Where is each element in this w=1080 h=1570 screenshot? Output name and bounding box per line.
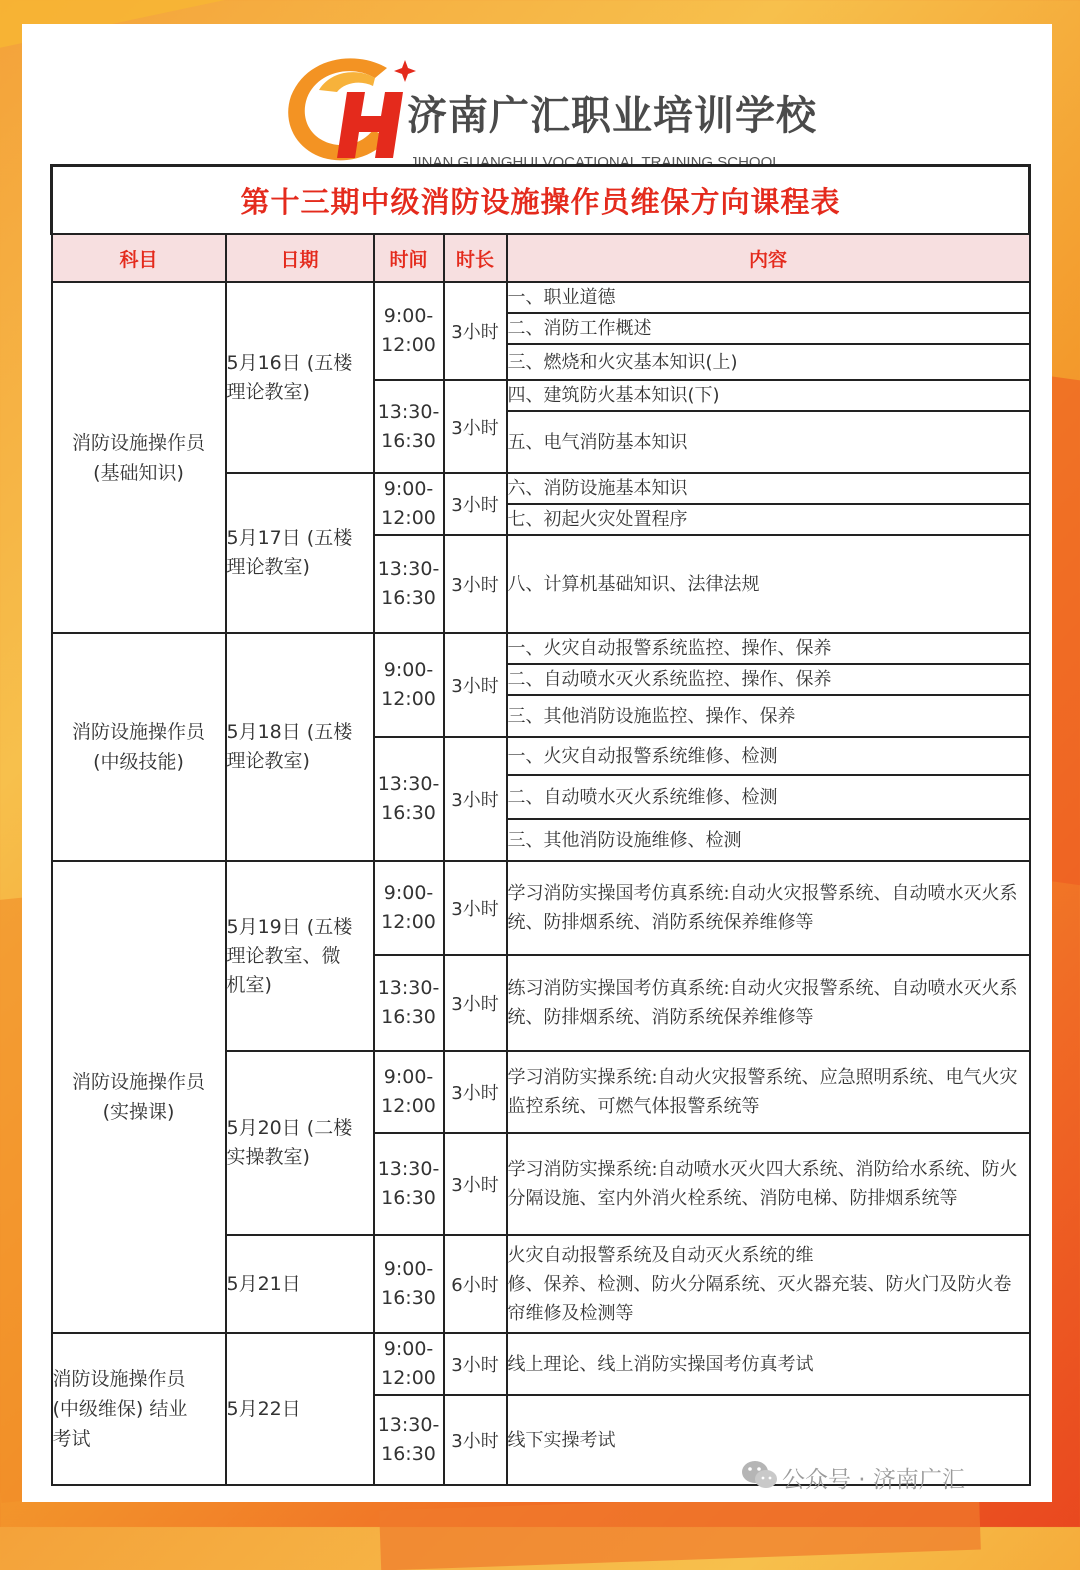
time-cell: 13:30- 16:30 [374, 1133, 444, 1235]
time-cell: 9:00- 12:00 [374, 1333, 444, 1395]
time-cell: 9:00- 12:00 [374, 861, 444, 955]
date-cell: 5月17日 (五楼 理论教室) [226, 473, 374, 633]
content-cell: 学习消防实操系统:自动火灾报警系统、应急照明系统、电气火灾监控系统、可燃气体报警系统等 [507, 1051, 1030, 1133]
duration-cell: 3小时 [444, 1051, 507, 1133]
content-cell: 火灾自动报警系统及自动灭火系统的维 修、保养、检测、防火分隔系统、灭火器充装、防火门及防火卷帘维修及检测等 [507, 1235, 1030, 1333]
date-cell: 5月16日 (五楼 理论教室) [226, 282, 374, 473]
table-row [52, 861, 1030, 955]
content-cell: 六、消防设施基本知识 [507, 473, 1030, 504]
wechat-icon [740, 1458, 780, 1492]
content-cell: 二、消防工作概述 [507, 313, 1030, 344]
header-time: 时间 [374, 234, 444, 282]
time-cell: 13:30- 16:30 [374, 535, 444, 633]
schedule-sheet [22, 24, 1052, 1502]
date-cell: 5月19日 (五楼 理论教室、微 机室) [226, 861, 374, 1051]
header-duration: 时长 [444, 234, 507, 282]
header-content: 内容 [507, 234, 1030, 282]
time-cell: 9:00- 16:30 [374, 1235, 444, 1333]
gh-logo-icon [277, 46, 427, 174]
content-cell: 一、火灾自动报警系统维修、检测 [507, 737, 1030, 775]
school-logo [277, 46, 837, 176]
time-cell: 9:00- 12:00 [374, 633, 444, 737]
header-subject: 科目 [52, 234, 226, 282]
subject-cell: 消防设施操作员 (实操课) [52, 861, 226, 1333]
schedule-title: 第十三期中级消防设施操作员维保方向课程表 [52, 166, 1030, 235]
content-cell: 学习消防实操系统:自动喷水灭火四大系统、消防给水系统、防火分隔设施、室内外消火栓系统、消防电梯、防排烟系统等 [507, 1133, 1030, 1235]
duration-cell: 3小时 [444, 737, 507, 861]
watermark-text: 公众号 · 济南广汇 [782, 1467, 965, 1493]
content-cell: 三、燃烧和火灾基本知识(上) [507, 344, 1030, 380]
content-cell: 二、自动喷水灭火系统监控、操作、保养 [507, 664, 1030, 695]
date-cell: 5月21日 [226, 1235, 374, 1333]
content-cell: 二、自动喷水灭火系统维修、检测 [507, 775, 1030, 819]
duration-cell: 6小时 [444, 1235, 507, 1333]
table-row [52, 282, 1030, 313]
content-cell: 学习消防实操国考仿真系统:自动火灾报警系统、自动喷水灭火系统、防排烟系统、消防系统保养维修等 [507, 861, 1030, 955]
subject-cell: 消防设施操作员 (中级维保) 结业 考试 [52, 1333, 226, 1485]
content-cell: 三、其他消防设施监控、操作、保养 [507, 695, 1030, 737]
header-date: 日期 [226, 234, 374, 282]
content-cell: 五、电气消防基本知识 [507, 411, 1030, 473]
date-cell: 5月18日 (五楼 理论教室) [226, 633, 374, 861]
content-cell: 八、计算机基础知识、法律法规 [507, 535, 1030, 633]
duration-cell: 3小时 [444, 1133, 507, 1235]
table-row [52, 1333, 1030, 1395]
time-cell: 9:00- 12:00 [374, 473, 444, 535]
header-row [52, 234, 1030, 282]
time-cell: 9:00- 12:00 [374, 1051, 444, 1133]
duration-cell: 3小时 [444, 473, 507, 535]
duration-cell: 3小时 [444, 633, 507, 737]
duration-cell: 3小时 [444, 535, 507, 633]
content-cell: 四、建筑防火基本知识(下) [507, 380, 1030, 411]
subject-cell: 消防设施操作员 (中级技能) [52, 633, 226, 861]
duration-cell: 3小时 [444, 380, 507, 473]
time-cell: 9:00- 12:00 [374, 282, 444, 380]
duration-cell: 3小时 [444, 282, 507, 380]
course-schedule-table [50, 164, 1031, 1486]
content-cell: 三、其他消防设施维修、检测 [507, 819, 1030, 861]
date-cell: 5月20日 (二楼 实操教室) [226, 1051, 374, 1235]
content-cell: 一、职业道德 [507, 282, 1030, 313]
table-row [52, 633, 1030, 664]
school-name-en: JINAN GUANGHUI VOCATIONAL TRAINING SCHOOL [410, 154, 781, 171]
duration-cell: 3小时 [444, 1395, 507, 1485]
duration-cell: 3小时 [444, 861, 507, 955]
content-cell: 线上理论、线上消防实操国考仿真考试 [507, 1333, 1030, 1395]
time-cell: 13:30- 16:30 [374, 380, 444, 473]
content-cell: 练习消防实操国考仿真系统:自动火灾报警系统、自动喷水灭火系统、防排烟系统、消防系统保养维修等 [507, 955, 1030, 1051]
content-cell: 七、初起火灾处置程序 [507, 504, 1030, 535]
duration-cell: 3小时 [444, 955, 507, 1051]
time-cell: 13:30- 16:30 [374, 1395, 444, 1485]
duration-cell: 3小时 [444, 1333, 507, 1395]
school-name-cn: 济南广汇职业培训学校 [407, 93, 817, 139]
subject-cell: 消防设施操作员 (基础知识) [52, 282, 226, 633]
content-cell: 线下实操考试 [507, 1395, 1030, 1485]
date-cell: 5月22日 [226, 1333, 374, 1485]
time-cell: 13:30- 16:30 [374, 737, 444, 861]
time-cell: 13:30- 16:30 [374, 955, 444, 1051]
content-cell: 一、火灾自动报警系统监控、操作、保养 [507, 633, 1030, 664]
